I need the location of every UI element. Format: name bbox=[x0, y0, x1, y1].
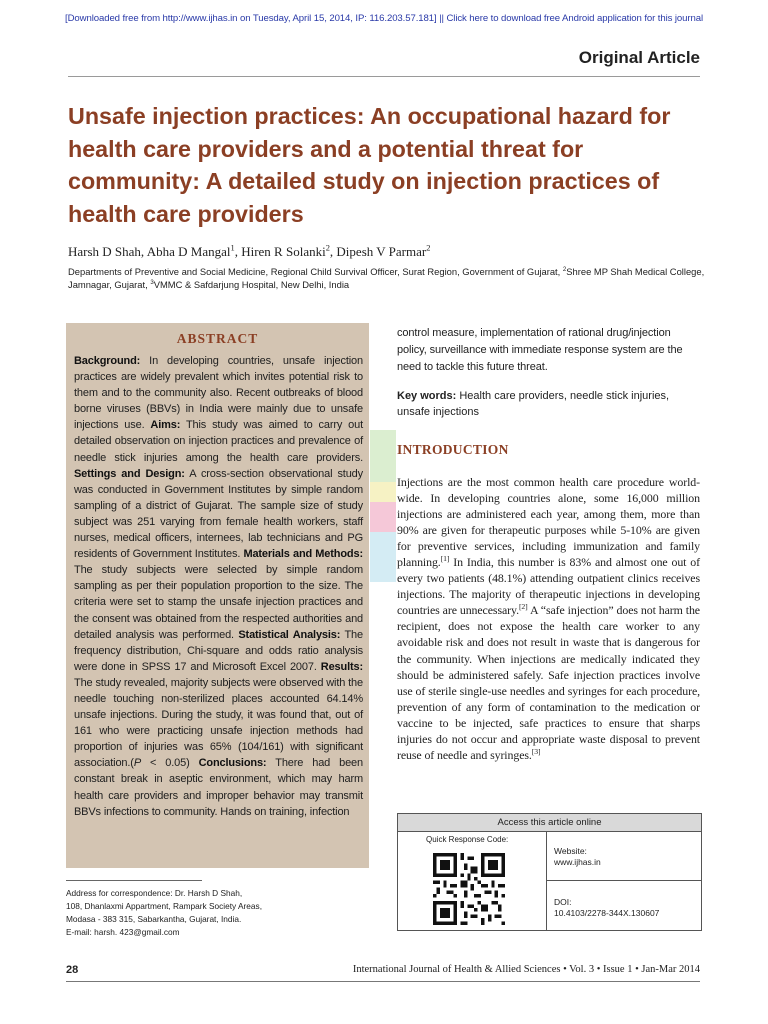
conclusions-label: Conclusions: bbox=[198, 757, 267, 770]
author-names-3: , Dipesh V Parmar bbox=[329, 244, 427, 259]
affil-part-1: Departments of Preventive and Social Medicine, Regional Child Survival Officer, Surat Region, Government of Gujarat, bbox=[68, 266, 563, 277]
affil-part-3: VMMC & Safdarjung Hospital, New Delhi, India bbox=[153, 279, 350, 290]
citation-1[interactable]: [1] bbox=[440, 554, 450, 564]
statistics-text: The frequency distribution, Chi-square and odds ratio analysis were done in SPSS 17 and Microsoft Excel 2007. bbox=[74, 628, 363, 673]
author-names-2: , Hiren R Solanki bbox=[234, 244, 326, 259]
website-label: Website: bbox=[554, 846, 587, 856]
author-affil-ref-1: 1 bbox=[230, 242, 235, 253]
affiliations bbox=[68, 265, 708, 291]
abstract-box bbox=[66, 323, 369, 868]
title-divider bbox=[68, 76, 700, 77]
results-p-symbol: P bbox=[133, 757, 141, 770]
intro-text-2: In India, this number is 83% and almost one out of every two patients (48.1%) attending outpatient clinics receives injections. The majority of therapeutic injections in developing countries are unnecessary. bbox=[397, 555, 700, 618]
aims-text: This study was aimed to carry out detailed observation on injection practices and prevalence of needle stick injuries among the health care providers. bbox=[74, 419, 363, 464]
affil-part-2: Shree MP Shah Medical College, Jamnagar, Gujarat, bbox=[68, 266, 705, 290]
background-label: Background: bbox=[74, 355, 141, 367]
affil-ref-3: 3 bbox=[150, 278, 154, 286]
intro-text-3: A “safe injection” does not harm the recipient, does not expose the health care worker to any avoidable risk and does not result in waste that is dangerous for the community. When injections are medically indicated they should be administered safely. Safe injection practices involve use of sterile single-use needles and syringes for each procedure, prevention of any form of contamination to the medication or vaccine to be injected, safe practices to ensure that sharps injuries do not occur and appropriate waste disposal to prevent reuse of needle and syringes. bbox=[397, 603, 700, 762]
author-list bbox=[68, 244, 708, 260]
citation-2[interactable]: [2] bbox=[518, 602, 528, 612]
decorative-bar-green bbox=[370, 430, 396, 482]
correspondence-address bbox=[66, 887, 366, 939]
qr-code-icon[interactable] bbox=[433, 853, 505, 925]
abstract-continued: control measure, implementation of rational drug/injection policy, surveillance with immediate response system are the need to tackle this future threat. bbox=[397, 327, 683, 373]
correspondence-line-3: Modasa - 383 315, Sabarkantha, Gujarat, India. bbox=[66, 914, 242, 924]
introduction-body bbox=[397, 474, 700, 763]
keywords-label: Key words: bbox=[397, 390, 457, 402]
methods-text: The study subjects were selected by simple random sampling as per their population proportion to the size. The criteria were set to stamp the unsafe injection practices and the consent was obtained from the respected authorities and detailed analysis was performed. bbox=[74, 564, 363, 641]
page-number: 28 bbox=[66, 964, 79, 976]
settings-label: Settings and Design: bbox=[74, 467, 185, 480]
correspondence-line-1: Address for correspondence: Dr. Harsh D Shah, bbox=[66, 888, 243, 898]
doi-value[interactable]: 10.4103/2278-344X.130607 bbox=[554, 908, 660, 918]
correspondence-line-2: 108, Dhanlaxmi Appartment, Rampark Society Areas, bbox=[66, 901, 262, 911]
abstract-body bbox=[74, 353, 363, 820]
abstract-heading: ABSTRACT bbox=[176, 331, 259, 346]
correspondence-email[interactable]: E-mail: harsh. 423@gmail.com bbox=[66, 927, 180, 937]
website-link[interactable]: www.ijhas.in bbox=[554, 857, 601, 867]
keywords-text: Health care providers, needle stick injuries, unsafe injections bbox=[397, 390, 670, 418]
qr-label: Quick Response Code: bbox=[426, 835, 509, 844]
correspondence-divider bbox=[66, 880, 202, 881]
doi-label: DOI: bbox=[554, 897, 572, 907]
background-text: In developing countries, unsafe injection practices are widely prevalent which invites potential risk to them and to the community also. Recent outbreaks of blood borne viruses (BBVs) in India were mainly due to unsafe injections use. bbox=[74, 355, 363, 432]
settings-text: A cross-section observational study was conducted in Government Institutes by simple random sampling of a district of Gujarat. The sample size of study subject was 251 varying from female health workers, staff nurses, medical officers, internees, lab technicians and PG residents of Government Institutes. bbox=[74, 467, 363, 561]
intro-text-1: Injections are the most common health care procedure world-wide. In developing countries alone, some 16,000 million injections are administered each year, among them, more than 90% are given for therapeutic purposes while 5-10% are given for preventive services, including immunization and family planning. bbox=[397, 475, 700, 570]
access-vertical-divider bbox=[546, 832, 547, 930]
introduction-heading: INTRODUCTION bbox=[397, 442, 509, 457]
access-horizontal-divider bbox=[547, 880, 701, 881]
conclusions-text: There had been constant break in aseptic environment, which may harm health care providers and improper behavior may transmit BBVs infections to community. Hands on training, infection bbox=[74, 757, 363, 818]
results-text-2: < 0.05) bbox=[141, 757, 199, 770]
aims-label: Aims: bbox=[150, 419, 181, 432]
keywords bbox=[397, 389, 697, 420]
affil-ref-2: 2 bbox=[562, 265, 567, 273]
download-banner[interactable]: [Downloaded free from http://www.ijhas.in on Tuesday, April 15, 2014, IP: 116.203.57.181] || Click here to download free Android application for this journal bbox=[65, 13, 703, 24]
decorative-bar-yellow bbox=[370, 482, 396, 502]
journal-citation: International Journal of Health & Allied Sciences • Vol. 3 • Issue 1 • Jan-Mar 2014 bbox=[352, 964, 700, 975]
decorative-bar-pink bbox=[370, 502, 396, 532]
citation-3[interactable]: [3] bbox=[531, 746, 541, 756]
author-names-1: Harsh D Shah, Abha D Mangal bbox=[68, 244, 231, 259]
decorative-bar-blue bbox=[370, 532, 396, 582]
article-title: Unsafe injection practices: An occupational hazard for health care providers and a potential threat for community: A detailed study on injection practices of health care providers bbox=[68, 103, 671, 227]
access-heading: Access this article online bbox=[398, 814, 701, 832]
statistics-label: Statistical Analysis: bbox=[238, 628, 341, 641]
results-label: Results: bbox=[320, 660, 363, 673]
article-type: Original Article bbox=[578, 48, 700, 67]
footer-divider bbox=[66, 981, 700, 982]
author-affil-ref-2: 2 bbox=[325, 242, 330, 253]
author-affil-ref-3: 2 bbox=[426, 242, 431, 253]
results-text-1: The study revealed, majority subjects were observed with the needle touching non-sterilized places accounted 64.14% unsafe injections. During the study, it was found that, out of 161 who were practicing unsafe injection methods had proportion of injuries was 65% (104/161) with significant association.( bbox=[74, 676, 363, 770]
access-article-box bbox=[397, 813, 702, 931]
methods-label: Materials and Methods: bbox=[243, 548, 363, 561]
